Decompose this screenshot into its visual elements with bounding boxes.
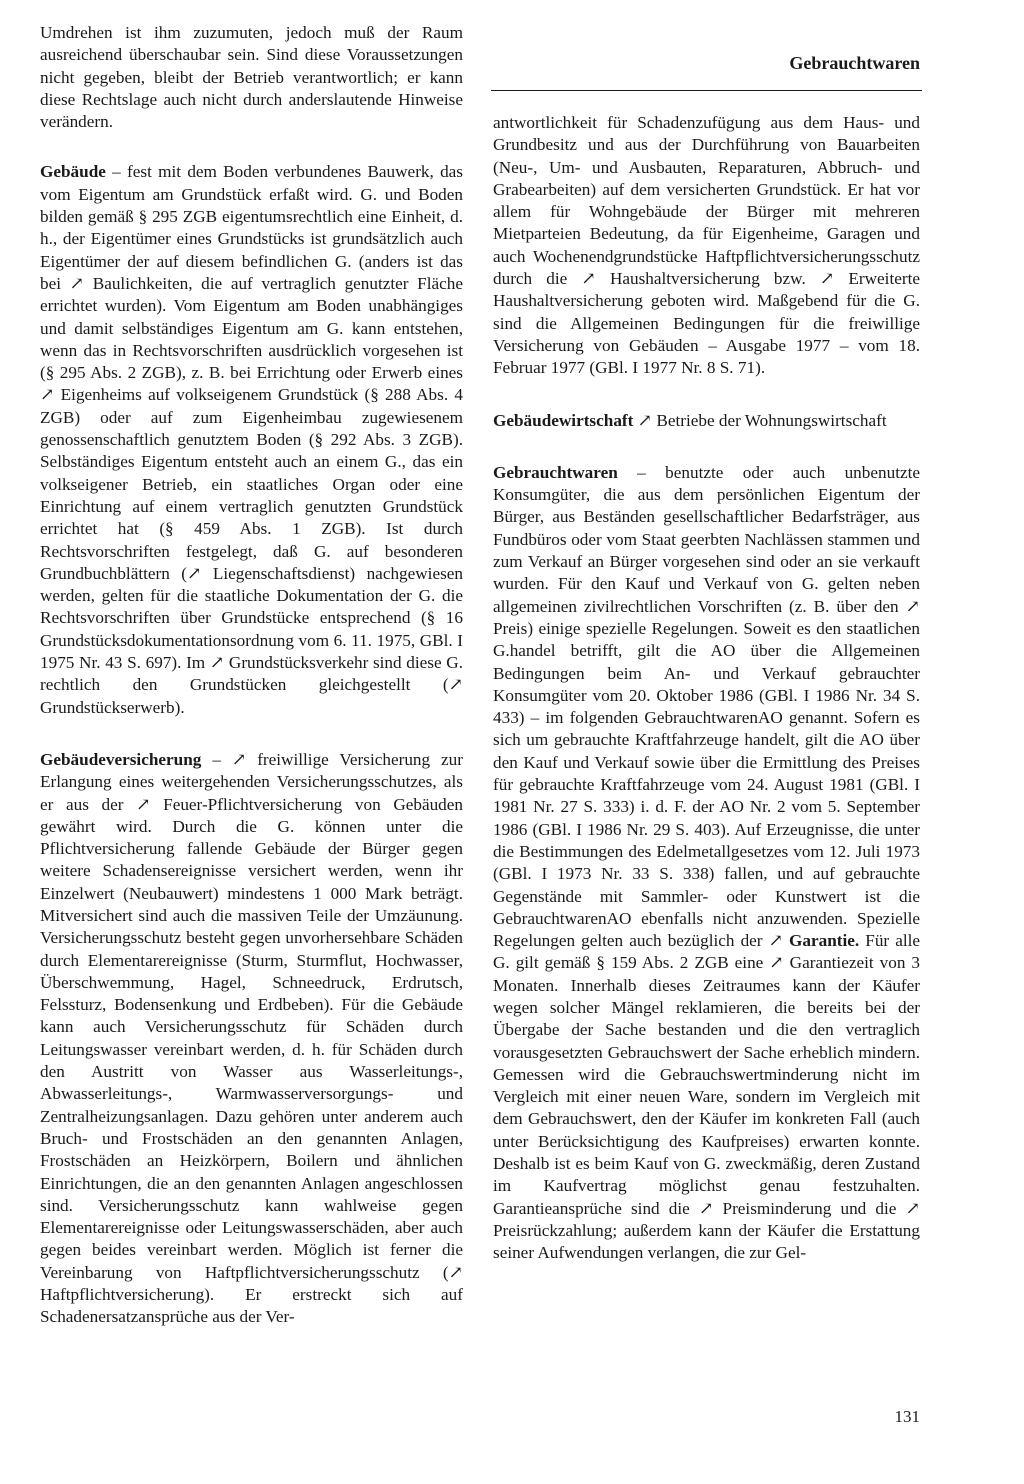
headword: Gebäudewirtschaft [493, 410, 634, 430]
entry-text: Für alle G. gilt gemäß § 159 Abs. 2 ZGB eine ↗ Garantiezeit von 3 Monaten. Innerhalb dieses Zeitraumes kann der Käufer wegen solcher Mängel reklamieren, die bereits bei der Übergabe der Sache bestanden und die den vertraglich vorausgesetzten Gebrauchswert der Sache erheblich mindern. Gemessen wird die Gebrauchswertminderung nicht im Vergleich mit einer neuen Ware, sondern im Vergleich mit dem Gebrauchswert, den der Käufer im konkreten Fall (auch unter Berücksichtigung des Kaufpreises) erwarten konnte. Deshalb ist es beim Kauf von G. zweckmäßig, deren Zustand im Kaufvertrag möglichst genau festzuhalten. Garantieansprüche sind die ↗ Preisminderung und die ↗ Preisrückzahlung; außerdem kann der Käufer die Erstattung seiner Aufwendungen verlangen, die zur Gel- [493, 931, 920, 1263]
continuation-paragraph: antwortlichkeit für Schadenzufügung aus dem Haus- und Grundbesitz und aus der Durchführung von Bauarbeiten (Neu-, Um- und Ausbauten, Reparaturen, Abbruch- und Grabearbeiten) auf dem versicherten Grundstück. Er hat vor allem für Wohngebäude der Bürger mit mehreren Mietparteien Bedeutung, da für Eigenheime, Garagen und auch Wochenendgrundstücke Haftpflichtversicherungsschutz durch die ↗ Haushaltversicherung bzw. ↗ Erweiterte Haushaltversicherung geboten wird. Maßgebend für die G. sind die Allgemeinen Bedingungen für die freiwillige Versicherung von Gebäuden – Ausgabe 1977 – vom 18. Februar 1977 (GBl. I 1977 Nr. 8 S. 71). [493, 113, 920, 378]
entry-gebaeudewirtschaft [493, 410, 920, 432]
page-number: 131 [894, 1407, 920, 1426]
right-column [493, 112, 920, 1285]
entry-gebrauchtwaren [493, 462, 920, 1265]
headword: Gebäude [40, 162, 106, 182]
headword: Gebäudeversicherung [40, 749, 202, 769]
left-column [40, 22, 463, 1349]
entry-gebaeude [40, 161, 463, 718]
entry-text: – fest mit dem Boden verbundenes Bauwerk, das vom Eigentum am Grundstück erfaßt wird. G. und Boden bilden gemäß § 295 ZGB eigentumsrechtlich eine Einheit, d. h., der Eigentümer eines Grundstücks ist grundsätzlich auch Eigentümer der auf diesem befindlichen G. (anders ist das bei ↗ Baulichkeiten, die auf vertraglich genutzter Fläche errichtet wurden). Vom Eigentum am Boden unabhängiges und damit selbständiges Eigentum am G. kann entstehen, wenn das in Rechtsvorschriften ausdrücklich vorgesehen ist (§ 295 Abs. 2 ZGB), z. B. bei Errichtung oder Erwerb eines ↗ Eigenheims auf volkseigenem Grundstück (§ 288 Abs. 4 ZGB) oder auf zum Eigenheimbau zugewiesenem genossenschaftlich genutztem Boden (§ 292 Abs. 3 ZGB). Selbständiges Eigentum entsteht auch an einem G., das ein volkseigener Betrieb, ein staatliches Organ oder eine Einrichtung auf einem vertraglich genutzten Grundstück errichtet hat (§ 459 Abs. 1 ZGB). Ist durch Rechtsvorschriften festgelegt, daß G. auf besonderen Grundbuchblättern (↗ Liegenschaftsdienst) nachgewiesen werden, gelten für die staatliche Dokumentation der G. die Rechtsvorschriften über Grundstücke entsprechend (§ 16 Grundstücksdokumentationsordnung vom 6. 11. 1975, GBl. I 1975 Nr. 43 S. 697). Im ↗ Grundstücksverkehr sind diese G. rechtlich den Grundstücken gleichgestellt (↗ Grundstückserwerb). [40, 162, 463, 717]
entry-text: – benutzte oder auch unbenutzte Konsumgüter, die aus dem persönlichen Eigentum der Bürger, aus Beständen gesellschaftlicher Bedarfsträger, aus Fundbüros oder vom Staat geerbten Nachlässen stammen und zum Verkauf an Bürger vorgesehen sind oder an sie verkauft wurden. Für den Kauf und Verkauf von G. gelten neben allgemeinen zivilrechtlichen Vorschriften (z. B. über den ↗ Preis) einige spezielle Regelungen. Soweit es den staatlichen G.handel betrifft, gilt die AO über die Allgemeinen Bedingungen beim An- und Verkauf gebrauchter Konsumgüter vom 20. Oktober 1986 (GBl. I 1986 Nr. 34 S. 433) – im folgenden GebrauchtwarenAO genannt. Sofern es sich um gebrauchte Kraftfahrzeuge handelt, gilt die AO über den Kauf und Verkauf sowie über die Ermittlung des Preises für gebrauchte Kraftfahrzeuge vom 24. August 1981 (GBl. I 1981 Nr. 27 S. 333) i. d. F. der AO Nr. 2 vom 5. September 1986 (GBl. I 1986 Nr. 29 S. 403). Auf Erzeugnisse, die unter die Bestimmungen des Edelmetallgesetzes vom 12. Juli 1973 (GBl. I 1973 Nr. 33 S. 338) fallen, und auf gebrauchte Gegenstände mit Sammler- oder Kunstwert ist die GebrauchtwarenAO ebenfalls nicht anzuwenden. Spezielle Regelungen gelten auch bezüglich der ↗ [493, 462, 920, 951]
entry-text: ↗ Betriebe der Wohnungswirtschaft [633, 410, 887, 430]
headword: Gebrauchtwaren [493, 462, 618, 482]
header-rule [491, 90, 922, 91]
continuation-paragraph: Umdrehen ist ihm zuzumuten, jedoch muß der Raum ausreichend überschaubar sein. Sind diese Voraussetzungen nicht gegeben, bleibt der Betrieb verantwortlich; er kann diese Rechtslage auch nicht durch anderslautende Hinweise verändern. [40, 23, 463, 132]
entry-gebaeudeversicherung [40, 749, 463, 1329]
entry-text: – ↗ freiwillige Versicherung zur Erlangung eines weitergehenden Versicherungsschutzes, als er aus der ↗ Feuer-Pflichtversicherung von Gebäuden gewährt wird. Durch die G. können unter die Pflichtversicherung fallende Gebäude der Bürger gegen weitere Schadensereignisse versichert werden, wenn ihr Einzelwert (Neubauwert) mindestens 1 000 Mark beträgt. Mitversichert sind auch die massiven Teile der Umzäunung. Versicherungsschutz besteht gegen unvorhersehbare Schäden durch Elementarereignisse (Sturm, Sturmflut, Hochwasser, Überschwemmung, Hagel, Schneedruck, Erdrutsch, Felssturz, Bodensenkung und Erdbeben). Für die Gebäude kann auch Versicherungsschutz für Schäden durch Leitungswasser vereinbart werden, d. h. für Schäden durch den Austritt von Wasser aus Wasserleitungs-, Abwasserleitungs-, Warmwasserversorgungs- und Zentralheizungsanlagen. Dazu gehören unter anderem auch Bruch- und Frostschäden an den genannten Anlagen, Frostschäden an Heizkörpern, Boilern und ähnlichen Einrichtungen, die an den genannten Anlagen angeschlossen sind. Versicherungsschutz kann wahlweise gegen Elementarereignisse oder Leitungswasserschäden, aber auch gegen beides vereinbart werden. Möglich ist ferner die Vereinbarung von Haftpflichtversicherungsschutz (↗ Haftpflichtversicherung). Er erstreckt sich auf Schadenersatzansprüche aus der Ver- [40, 749, 463, 1327]
inline-bold-term: Garantie. [789, 931, 860, 951]
running-head: Gebrauchtwaren [789, 53, 920, 73]
